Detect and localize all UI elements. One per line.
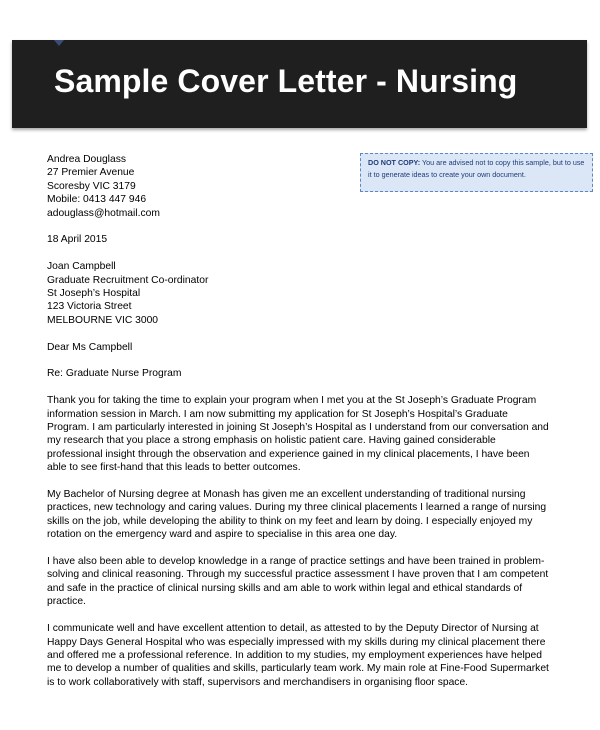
- paragraph-line: I communicate well and have excellent attention to detail, as attested to by the Deputy Director of Nursing at: [47, 623, 539, 635]
- paragraph-line: Program. I am particularly interested in joining St Joseph’s Hospital as I understand from our conversation and: [47, 422, 549, 434]
- banner-marker-icon: [54, 40, 64, 46]
- paragraph-line: I have also been able to develop knowledge in a range of practice settings and have been trained in problem-: [47, 556, 545, 568]
- letter-date: 18 April 2015: [47, 234, 108, 246]
- paragraph-line: and offered me a professional reference. In addition to my studies, my employment experiences have helped: [47, 649, 542, 661]
- paragraph-line: rotation on the emergency ward and aspire to specialise in this area one day.: [47, 529, 398, 541]
- paragraph-line: able to see first-hand that this leads to better outcomes.: [47, 462, 301, 474]
- paragraph-line: skills on the job, while developing the ability to think on my feet and learn by doing. I especially enjoyed my: [47, 515, 533, 527]
- body-paragraph-1: [47, 394, 559, 474]
- title-banner: [12, 40, 587, 128]
- letter-date-block: [47, 233, 559, 246]
- letter-body: [47, 153, 559, 689]
- sender-mobile: Mobile: 0413 447 946: [47, 194, 147, 206]
- salutation-block: [47, 341, 559, 354]
- paragraph-line: practices, new technology and caring values. During my three clinical placements I learned a range of nursing: [47, 502, 547, 514]
- body-paragraph-4: [47, 622, 559, 689]
- page-title: Sample Cover Letter - Nursing: [54, 63, 518, 99]
- sender-email: adouglass@hotmail.com: [47, 207, 160, 219]
- recipient-street: 123 Victoria Street: [47, 301, 132, 313]
- recipient-city: MELBOURNE VIC 3000: [47, 314, 159, 326]
- subject-line: Re: Graduate Nurse Program: [47, 368, 182, 380]
- paragraph-line: professional insight through the observation and experience gained in my clinical placements, I have been: [47, 448, 530, 460]
- subject-block: [47, 367, 559, 380]
- paragraph-line: me to develop a number of qualities and skills, particularly team work. My main role at Fine-Food Supermarket: [47, 663, 549, 675]
- body-paragraph-2: [47, 488, 559, 542]
- paragraph-line: is to work collaboratively with staff, supervisors and merchandisers in organising floor space.: [47, 676, 469, 688]
- paragraph-line: and safe in the practice of clinical nursing skills and am able to work within legal and ethical standards of: [47, 582, 523, 594]
- body-paragraph-3: [47, 555, 559, 609]
- notice-label: DO NOT COPY:: [368, 158, 421, 167]
- notice-text: You are advised not to copy this sample, but to use it to generate ideas to create your own document.: [368, 158, 585, 179]
- paragraph-line: Thank you for taking the time to explain your program when I met you at the St Joseph’s Graduate Program: [47, 395, 537, 407]
- recipient-organisation: St Joseph’s Hospital: [47, 288, 141, 300]
- sender-address: [47, 153, 559, 220]
- paragraph-line: Happy Days General Hospital who was especially impressed with my skills during my clinical placement there: [47, 636, 546, 648]
- paragraph-line: my research that you place a strong emphasis on holistic patient care. Having gained considerable: [47, 435, 496, 447]
- recipient-name: Joan Campbell: [47, 261, 116, 273]
- paragraph-line: solving and clinical reasoning. Through my successful practice assessment I have proven that I am competent: [47, 569, 549, 581]
- recipient-address: [47, 260, 559, 327]
- sender-city: Scoresby VIC 3179: [47, 180, 136, 192]
- salutation: Dear Ms Campbell: [47, 341, 133, 353]
- paragraph-line: practice.: [47, 596, 86, 608]
- paragraph-line: information session in March. I am now submitting my application for St Joseph’s Hospital’s Graduate: [47, 408, 508, 420]
- sender-street: 27 Premier Avenue: [47, 167, 135, 179]
- paragraph-line: My Bachelor of Nursing degree at Monash has given me an excellent understanding of traditional nursing: [47, 489, 526, 501]
- sender-name: Andrea Douglass: [47, 154, 126, 165]
- recipient-title: Graduate Recruitment Co-ordinator: [47, 274, 209, 286]
